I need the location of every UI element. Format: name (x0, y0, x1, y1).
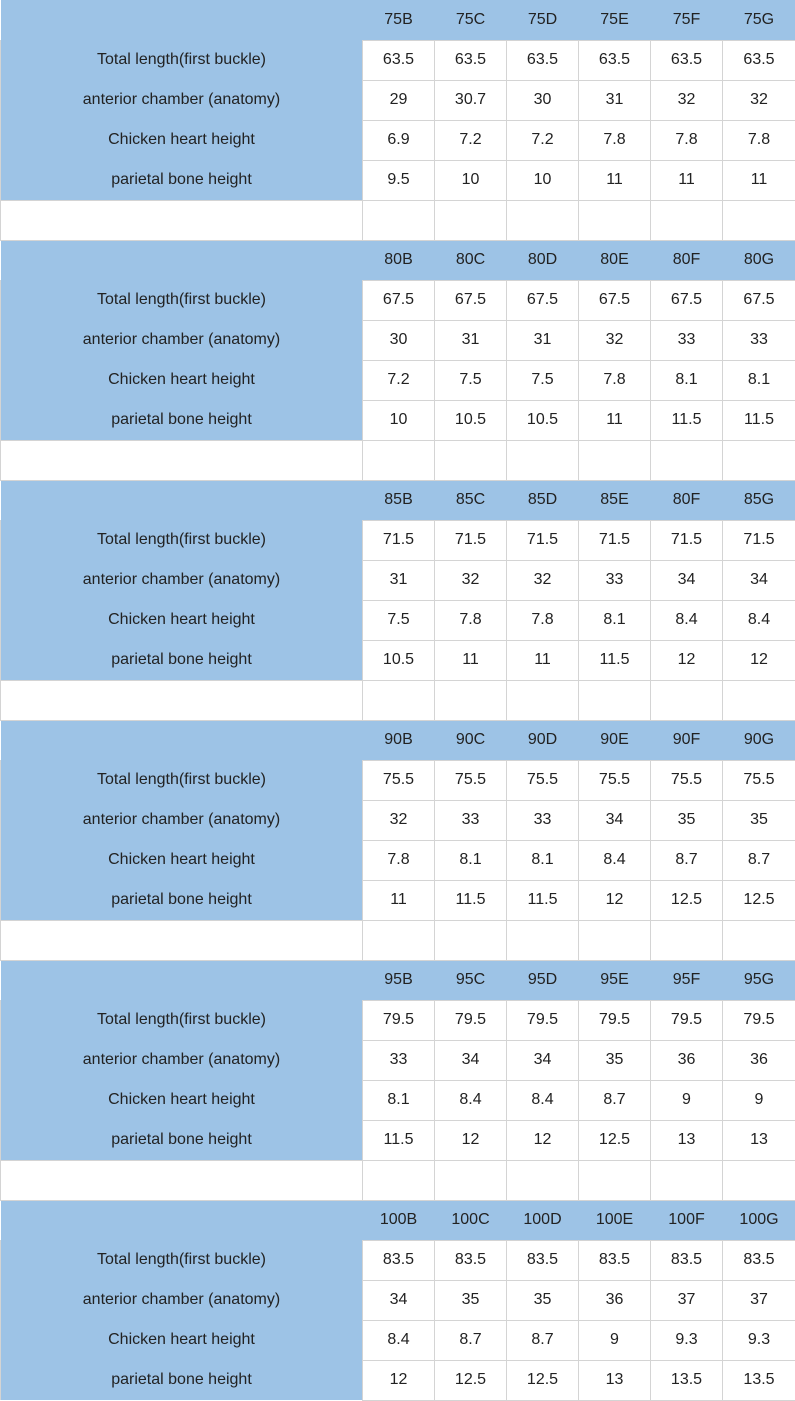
size-code-header: 75B (363, 0, 435, 40)
measurement-value: 32 (507, 560, 579, 600)
size-code-header: 80C (435, 240, 507, 280)
measurement-value: 29 (363, 80, 435, 120)
measurement-label: anterior chamber (anatomy) (1, 800, 363, 840)
measurement-label: Total length(first buckle) (1, 40, 363, 80)
size-code-header: 100E (579, 1200, 651, 1240)
measurement-value: 37 (723, 1280, 795, 1320)
measurement-value: 63.5 (507, 40, 579, 80)
spacer-cell (363, 1160, 435, 1200)
measurement-value: 71.5 (723, 520, 795, 560)
measurement-value: 33 (435, 800, 507, 840)
spacer-cell (723, 200, 795, 240)
measurement-label: Total length(first buckle) (1, 280, 363, 320)
measurement-row (1, 800, 795, 840)
measurement-value: 7.5 (507, 360, 579, 400)
size-code-header: 95E (579, 960, 651, 1000)
measurement-value: 35 (723, 800, 795, 840)
size-code-header: 100D (507, 1200, 579, 1240)
measurement-value: 67.5 (507, 280, 579, 320)
measurement-row (1, 160, 795, 200)
measurement-label: anterior chamber (anatomy) (1, 1040, 363, 1080)
measurement-value: 8.7 (651, 840, 723, 880)
group-spacer-row (1, 680, 795, 720)
measurement-value: 67.5 (651, 280, 723, 320)
measurement-value: 10.5 (507, 400, 579, 440)
measurement-value: 35 (507, 1280, 579, 1320)
measurement-value: 7.8 (435, 600, 507, 640)
measurement-value: 71.5 (363, 520, 435, 560)
measurement-value: 79.5 (507, 1000, 579, 1040)
size-header-row (1, 240, 795, 280)
measurement-value: 7.2 (507, 120, 579, 160)
measurement-value: 6.9 (363, 120, 435, 160)
measurement-value: 11 (507, 640, 579, 680)
measurement-label: parietal bone height (1, 880, 363, 920)
measurement-value: 7.2 (363, 360, 435, 400)
measurement-label: anterior chamber (anatomy) (1, 320, 363, 360)
measurement-label: anterior chamber (anatomy) (1, 1280, 363, 1320)
size-code-header: 90C (435, 720, 507, 760)
header-corner-cell (1, 720, 363, 760)
size-code-header: 95G (723, 960, 795, 1000)
measurement-row (1, 1360, 795, 1400)
size-code-header: 90G (723, 720, 795, 760)
measurement-value: 12.5 (723, 880, 795, 920)
measurement-row (1, 40, 795, 80)
spacer-cell (507, 920, 579, 960)
measurement-value: 35 (651, 800, 723, 840)
measurement-value: 10 (507, 160, 579, 200)
measurement-value: 75.5 (579, 760, 651, 800)
measurement-value: 10.5 (435, 400, 507, 440)
measurement-value: 79.5 (363, 1000, 435, 1040)
measurement-value: 7.8 (651, 120, 723, 160)
spacer-cell (507, 440, 579, 480)
measurement-value: 13 (579, 1360, 651, 1400)
measurement-value: 11 (579, 400, 651, 440)
measurement-row (1, 320, 795, 360)
spacer-cell (579, 440, 651, 480)
measurement-value: 11.5 (723, 400, 795, 440)
measurement-value: 11 (579, 160, 651, 200)
measurement-value: 7.5 (435, 360, 507, 400)
measurement-value: 34 (507, 1040, 579, 1080)
measurement-row (1, 1000, 795, 1040)
spacer-cell (723, 680, 795, 720)
measurement-value: 8.1 (363, 1080, 435, 1120)
measurement-value: 8.1 (507, 840, 579, 880)
measurement-value: 7.2 (435, 120, 507, 160)
measurement-label: Chicken heart height (1, 1320, 363, 1360)
measurement-value: 75.5 (435, 760, 507, 800)
measurement-value: 83.5 (579, 1240, 651, 1280)
measurement-label: Chicken heart height (1, 120, 363, 160)
measurement-value: 12.5 (435, 1360, 507, 1400)
measurement-value: 75.5 (723, 760, 795, 800)
measurement-value: 75.5 (507, 760, 579, 800)
measurement-value: 31 (579, 80, 651, 120)
size-code-header: 80E (579, 240, 651, 280)
spacer-cell (579, 200, 651, 240)
measurement-value: 83.5 (363, 1240, 435, 1280)
measurement-value: 9 (579, 1320, 651, 1360)
measurement-value: 67.5 (435, 280, 507, 320)
header-corner-cell (1, 0, 363, 40)
measurement-label: parietal bone height (1, 400, 363, 440)
measurement-value: 10.5 (363, 640, 435, 680)
measurement-value: 9 (651, 1080, 723, 1120)
size-code-header: 90B (363, 720, 435, 760)
measurement-value: 8.1 (579, 600, 651, 640)
size-chart-body (1, 0, 795, 1400)
measurement-value: 34 (651, 560, 723, 600)
measurement-value: 8.7 (435, 1320, 507, 1360)
size-code-header: 75G (723, 0, 795, 40)
spacer-cell (651, 200, 723, 240)
measurement-row (1, 400, 795, 440)
measurement-value: 12 (363, 1360, 435, 1400)
measurement-value: 71.5 (579, 520, 651, 560)
measurement-value: 13.5 (651, 1360, 723, 1400)
measurement-row (1, 1120, 795, 1160)
measurement-value: 32 (651, 80, 723, 120)
measurement-row (1, 560, 795, 600)
measurement-row (1, 120, 795, 160)
size-code-header: 95D (507, 960, 579, 1000)
measurement-value: 8.4 (507, 1080, 579, 1120)
measurement-value: 67.5 (723, 280, 795, 320)
measurement-value: 12 (723, 640, 795, 680)
measurement-value: 11.5 (579, 640, 651, 680)
measurement-value: 32 (363, 800, 435, 840)
measurement-label: parietal bone height (1, 1360, 363, 1400)
spacer-cell (435, 680, 507, 720)
measurement-value: 30.7 (435, 80, 507, 120)
measurement-value: 9.3 (651, 1320, 723, 1360)
header-corner-cell (1, 480, 363, 520)
measurement-value: 63.5 (435, 40, 507, 80)
measurement-label: Total length(first buckle) (1, 1240, 363, 1280)
measurement-value: 12 (435, 1120, 507, 1160)
measurement-value: 36 (723, 1040, 795, 1080)
measurement-row (1, 520, 795, 560)
spacer-cell (651, 1160, 723, 1200)
measurement-value: 12 (579, 880, 651, 920)
size-code-header: 75C (435, 0, 507, 40)
spacer-cell (363, 440, 435, 480)
measurement-label: Chicken heart height (1, 1080, 363, 1120)
measurement-value: 63.5 (651, 40, 723, 80)
size-code-header: 95C (435, 960, 507, 1000)
measurement-value: 71.5 (507, 520, 579, 560)
measurement-label: Total length(first buckle) (1, 520, 363, 560)
measurement-value: 75.5 (363, 760, 435, 800)
measurement-value: 75.5 (651, 760, 723, 800)
measurement-value: 71.5 (435, 520, 507, 560)
measurement-value: 33 (723, 320, 795, 360)
measurement-value: 31 (435, 320, 507, 360)
measurement-value: 9.5 (363, 160, 435, 200)
spacer-cell (579, 920, 651, 960)
measurement-row (1, 640, 795, 680)
spacer-cell (723, 1160, 795, 1200)
measurement-value: 83.5 (435, 1240, 507, 1280)
size-code-header: 90F (651, 720, 723, 760)
measurement-row (1, 1040, 795, 1080)
measurement-value: 10 (435, 160, 507, 200)
size-code-header: 75D (507, 0, 579, 40)
measurement-value: 30 (363, 320, 435, 360)
measurement-value: 8.4 (363, 1320, 435, 1360)
measurement-row (1, 360, 795, 400)
measurement-value: 63.5 (579, 40, 651, 80)
size-code-header: 85G (723, 480, 795, 520)
measurement-value: 8.4 (435, 1080, 507, 1120)
measurement-value: 83.5 (723, 1240, 795, 1280)
spacer-cell (435, 1160, 507, 1200)
measurement-label: anterior chamber (anatomy) (1, 80, 363, 120)
spacer-cell (723, 920, 795, 960)
size-header-row (1, 1200, 795, 1240)
measurement-value: 30 (507, 80, 579, 120)
measurement-value: 67.5 (363, 280, 435, 320)
measurement-label: Total length(first buckle) (1, 760, 363, 800)
spacer-cell (363, 920, 435, 960)
measurement-label: Chicken heart height (1, 360, 363, 400)
spacer-cell (507, 200, 579, 240)
measurement-value: 11 (723, 160, 795, 200)
measurement-value: 63.5 (363, 40, 435, 80)
measurement-value: 8.7 (579, 1080, 651, 1120)
spacer-cell (579, 1160, 651, 1200)
measurement-value: 34 (363, 1280, 435, 1320)
size-code-header: 90D (507, 720, 579, 760)
measurement-label: parietal bone height (1, 640, 363, 680)
measurement-value: 31 (363, 560, 435, 600)
measurement-row (1, 880, 795, 920)
measurement-value: 32 (723, 80, 795, 120)
measurement-value: 32 (579, 320, 651, 360)
measurement-value: 63.5 (723, 40, 795, 80)
measurement-value: 12.5 (507, 1360, 579, 1400)
spacer-cell (363, 200, 435, 240)
measurement-value: 34 (435, 1040, 507, 1080)
size-code-header: 85E (579, 480, 651, 520)
spacer-cell (363, 680, 435, 720)
measurement-value: 8.7 (723, 840, 795, 880)
size-code-header: 100B (363, 1200, 435, 1240)
measurement-value: 13.5 (723, 1360, 795, 1400)
spacer-cell (651, 680, 723, 720)
size-code-header: 95B (363, 960, 435, 1000)
measurement-value: 8.1 (651, 360, 723, 400)
spacer-cell (1, 680, 363, 720)
group-spacer-row (1, 440, 795, 480)
measurement-value: 8.4 (723, 600, 795, 640)
measurement-value: 31 (507, 320, 579, 360)
measurement-value: 8.4 (579, 840, 651, 880)
header-corner-cell (1, 1200, 363, 1240)
measurement-row (1, 280, 795, 320)
measurement-label: Total length(first buckle) (1, 1000, 363, 1040)
measurement-label: Chicken heart height (1, 840, 363, 880)
measurement-value: 12.5 (579, 1120, 651, 1160)
size-code-header: 100G (723, 1200, 795, 1240)
spacer-cell (579, 680, 651, 720)
spacer-cell (723, 440, 795, 480)
measurement-value: 32 (435, 560, 507, 600)
size-code-header: 85B (363, 480, 435, 520)
measurement-label: anterior chamber (anatomy) (1, 560, 363, 600)
measurement-value: 7.8 (507, 600, 579, 640)
spacer-cell (651, 440, 723, 480)
measurement-value: 11.5 (363, 1120, 435, 1160)
measurement-value: 12.5 (651, 880, 723, 920)
header-corner-cell (1, 240, 363, 280)
measurement-value: 8.7 (507, 1320, 579, 1360)
measurement-value: 9 (723, 1080, 795, 1120)
spacer-cell (507, 1160, 579, 1200)
size-header-row (1, 720, 795, 760)
measurement-value: 34 (723, 560, 795, 600)
size-code-header: 80B (363, 240, 435, 280)
measurement-value: 71.5 (651, 520, 723, 560)
measurement-value: 79.5 (651, 1000, 723, 1040)
measurement-value: 7.8 (579, 120, 651, 160)
measurement-value: 10 (363, 400, 435, 440)
measurement-value: 36 (651, 1040, 723, 1080)
size-code-header: 80F (651, 240, 723, 280)
measurement-value: 36 (579, 1280, 651, 1320)
measurement-value: 7.8 (723, 120, 795, 160)
measurement-value: 8.4 (651, 600, 723, 640)
measurement-value: 33 (651, 320, 723, 360)
spacer-cell (1, 200, 363, 240)
size-code-header: 85C (435, 480, 507, 520)
measurement-value: 7.8 (363, 840, 435, 880)
measurement-row (1, 1320, 795, 1360)
spacer-cell (435, 440, 507, 480)
group-spacer-row (1, 920, 795, 960)
size-code-header: 85D (507, 480, 579, 520)
measurement-value: 11 (651, 160, 723, 200)
size-header-row (1, 960, 795, 1000)
measurement-value: 33 (363, 1040, 435, 1080)
measurement-row (1, 760, 795, 800)
size-code-header: 80D (507, 240, 579, 280)
size-code-header: 90E (579, 720, 651, 760)
measurement-value: 79.5 (723, 1000, 795, 1040)
measurement-value: 11.5 (651, 400, 723, 440)
measurement-value: 33 (507, 800, 579, 840)
measurement-value: 35 (435, 1280, 507, 1320)
measurement-value: 9.3 (723, 1320, 795, 1360)
measurement-value: 13 (723, 1120, 795, 1160)
spacer-cell (435, 920, 507, 960)
measurement-value: 11.5 (507, 880, 579, 920)
group-spacer-row (1, 200, 795, 240)
measurement-label: parietal bone height (1, 1120, 363, 1160)
size-code-header: 80G (723, 240, 795, 280)
measurement-value: 37 (651, 1280, 723, 1320)
measurement-value: 11 (363, 880, 435, 920)
measurement-value: 8.1 (435, 840, 507, 880)
measurement-label: Chicken heart height (1, 600, 363, 640)
measurement-value: 11.5 (435, 880, 507, 920)
measurement-value: 11 (435, 640, 507, 680)
size-code-header: 100C (435, 1200, 507, 1240)
size-code-header: 75F (651, 0, 723, 40)
measurement-value: 83.5 (651, 1240, 723, 1280)
measurement-value: 33 (579, 560, 651, 600)
measurement-value: 35 (579, 1040, 651, 1080)
measurement-value: 83.5 (507, 1240, 579, 1280)
measurement-row (1, 600, 795, 640)
size-code-header: 75E (579, 0, 651, 40)
spacer-cell (507, 680, 579, 720)
measurement-value: 7.5 (363, 600, 435, 640)
measurement-value: 34 (579, 800, 651, 840)
measurement-row (1, 1080, 795, 1120)
size-code-header: 80F (651, 480, 723, 520)
size-header-row (1, 0, 795, 40)
spacer-cell (435, 200, 507, 240)
measurement-value: 79.5 (435, 1000, 507, 1040)
measurement-value: 67.5 (579, 280, 651, 320)
spacer-cell (651, 920, 723, 960)
measurement-value: 8.1 (723, 360, 795, 400)
measurement-value: 13 (651, 1120, 723, 1160)
measurement-row (1, 1240, 795, 1280)
size-code-header: 100F (651, 1200, 723, 1240)
measurement-row (1, 1280, 795, 1320)
measurement-value: 79.5 (579, 1000, 651, 1040)
measurement-label: parietal bone height (1, 160, 363, 200)
measurement-value: 7.8 (579, 360, 651, 400)
spacer-cell (1, 920, 363, 960)
measurement-value: 12 (651, 640, 723, 680)
header-corner-cell (1, 960, 363, 1000)
group-spacer-row (1, 1160, 795, 1200)
size-header-row (1, 480, 795, 520)
measurement-row (1, 840, 795, 880)
spacer-cell (1, 1160, 363, 1200)
size-code-header: 95F (651, 960, 723, 1000)
spacer-cell (1, 440, 363, 480)
measurement-value: 12 (507, 1120, 579, 1160)
measurement-row (1, 80, 795, 120)
